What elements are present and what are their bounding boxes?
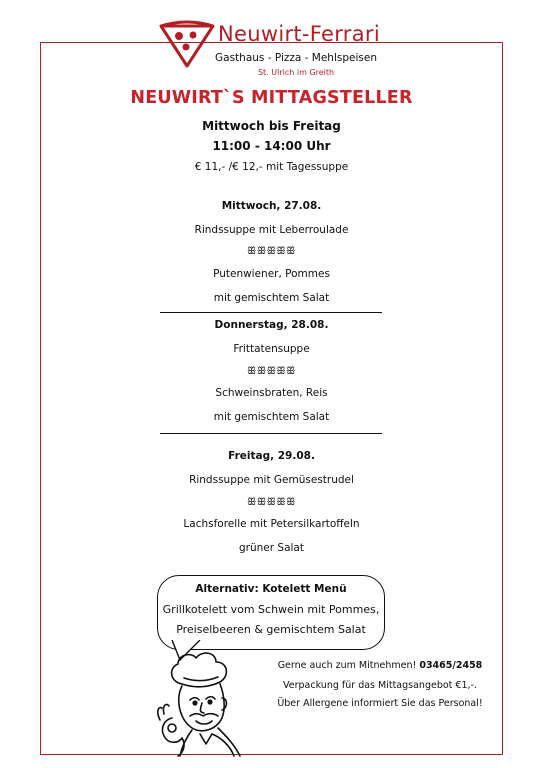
brand-tagline: Gasthaus - Pizza - Mehlspeisen [215, 52, 377, 64]
side-wednesday: mit gemischtem Salat [213, 292, 330, 304]
schedule-time: 11:00 - 14:00 Uhr [212, 139, 331, 153]
section-divider [160, 312, 382, 313]
soup-thursday: Frittatensuppe [233, 343, 310, 355]
main-friday: Lachsforelle mit Petersilkartoffeln [183, 518, 360, 530]
alternative-heading: Alternativ: Kotelett Menü [195, 583, 347, 595]
soup-friday: Rindssuppe mit Gemüsestrudel [189, 474, 354, 486]
day-heading-friday: Freitag, 29.08. [228, 450, 315, 462]
pizza-slice-icon [159, 20, 215, 68]
allergen-note: Über Allergene informiert Sie das Personal! [277, 698, 483, 709]
side-friday: grüner Salat [239, 542, 304, 554]
side-thursday: mit gemischtem Salat [213, 411, 330, 423]
packaging-note: Verpackung für das Mittagsangebot €1,-. [283, 680, 477, 691]
soup-wednesday: Rindssuppe mit Leberroulade [194, 224, 349, 236]
brand-location: St. Ulrich im Greith [257, 68, 335, 77]
schedule-price: € 11,- /€ 12,- mit Tagessuppe [194, 161, 349, 173]
page-title: NEUWIRT`S MITTAGSTELLER [130, 88, 413, 108]
main-thursday: Schweinsbraten, Reis [215, 387, 328, 399]
alternative-line-1: Grillkotelett vom Schwein mit Pommes, [162, 603, 380, 616]
alternative-line-2: Preiselbeeren & gemischtem Salat [176, 623, 366, 636]
section-divider [160, 433, 382, 434]
phone-number: 03465/2458 [419, 660, 483, 671]
schedule-days: Mittwoch bis Freitag [202, 119, 341, 133]
takeaway-text: Gerne auch zum Mitnehmen! [277, 660, 417, 671]
chef-illustration [142, 648, 252, 758]
main-wednesday: Putenwiener, Pommes [213, 268, 330, 280]
brand-header [0, 20, 543, 84]
day-heading-thursday: Donnerstag, 28.08. [214, 319, 329, 331]
brand-name: Neuwirt-Ferrari [218, 22, 380, 46]
ornament-divider: ꕥꕥꕥꕥꕥ [247, 366, 296, 377]
takeaway-note [260, 660, 500, 671]
ornament-divider: ꕥꕥꕥꕥꕥ [247, 246, 296, 257]
ornament-divider: ꕥꕥꕥꕥꕥ [247, 497, 296, 508]
day-heading-wednesday: Mittwoch, 27.08. [221, 200, 322, 212]
